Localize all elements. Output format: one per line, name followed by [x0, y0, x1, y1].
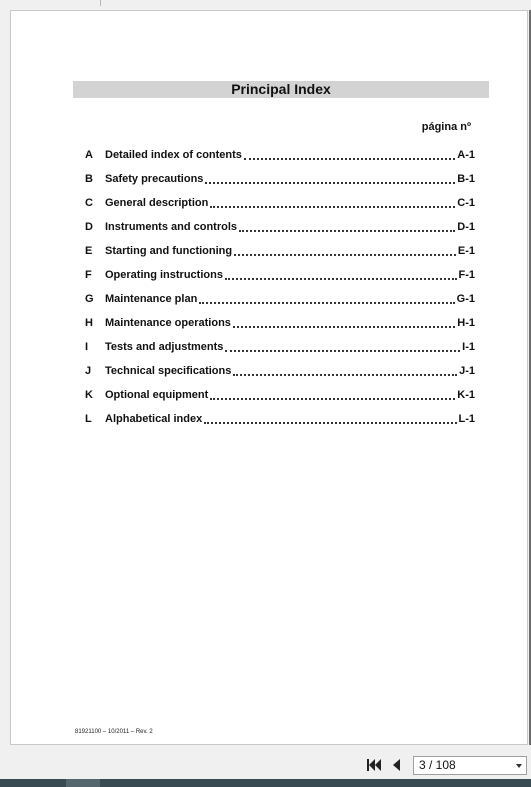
toc-title: Maintenance plan [105, 293, 198, 305]
toc-letter: J [85, 365, 92, 377]
toc-page: J-1 [459, 365, 475, 377]
toc-page: B-1 [457, 173, 475, 185]
toc-page: C-1 [457, 197, 475, 209]
page-number-column-label: página nº [421, 121, 471, 133]
toc-leader [225, 278, 457, 280]
toc-letter: D [85, 221, 93, 233]
toc-letter: K [85, 389, 93, 401]
toc-letter: E [85, 245, 93, 257]
previous-page-icon[interactable] [390, 758, 402, 772]
title-bar [73, 81, 489, 98]
toc-title: Alphabetical index [105, 413, 203, 425]
toc-title: Safety precautions [105, 173, 204, 185]
toc-title: Starting and functioning [105, 245, 233, 257]
page-navigation-bar [0, 752, 531, 778]
toc-row [85, 311, 475, 335]
toc-leader [210, 398, 455, 400]
toc-page: K-1 [457, 389, 475, 401]
toc-letter: H [85, 317, 93, 329]
taskbar-segment [66, 779, 100, 787]
toc-row [85, 239, 475, 263]
toc-leader [239, 230, 455, 232]
toc-leader [204, 422, 456, 424]
toc-title: Operating instructions [105, 269, 223, 281]
toc-letter: G [85, 293, 94, 305]
toc-row [85, 359, 475, 383]
toc-page: G-1 [456, 293, 475, 305]
toc-letter: C [85, 197, 93, 209]
first-page-icon[interactable] [366, 758, 382, 772]
toc-page: L-1 [458, 413, 475, 425]
page-indicator: 3 / 108 [419, 758, 456, 772]
toc-row [85, 407, 475, 431]
toc-page: H-1 [457, 317, 475, 329]
table-of-contents [85, 143, 475, 431]
chevron-down-icon [515, 757, 523, 774]
page-selector[interactable] [413, 756, 527, 775]
toc-row [85, 143, 475, 167]
toc-letter: F [85, 269, 92, 281]
toc-letter: L [85, 413, 92, 425]
document-footer-code: 81921100 – 10/2011 – Rev. 2 [75, 729, 153, 735]
toc-letter: A [85, 149, 93, 161]
toc-row [85, 215, 475, 239]
toc-letter: I [85, 341, 89, 353]
toc-leader [210, 206, 455, 208]
bottom-taskbar [0, 779, 531, 787]
toolbar-separator [100, 0, 101, 6]
document-page [10, 10, 528, 745]
toc-page: F-1 [458, 269, 475, 281]
toc-row [85, 263, 475, 287]
toc-title: Tests and adjustments [105, 341, 224, 353]
toc-row [85, 335, 475, 359]
toc-title: General description [105, 197, 209, 209]
toc-row [85, 383, 475, 407]
toc-row [85, 191, 475, 215]
toc-title: Detailed index of contents [105, 149, 242, 161]
toc-letter: B [85, 173, 93, 185]
toc-leader [233, 326, 455, 328]
toc-row [85, 167, 475, 191]
toc-title: Technical specifications [105, 365, 232, 377]
toc-leader [225, 350, 460, 352]
toc-leader [199, 302, 454, 304]
toc-title: Maintenance operations [105, 317, 231, 329]
toc-page: D-1 [457, 221, 475, 233]
toc-page: E-1 [457, 245, 475, 257]
toc-title: Instruments and controls [105, 221, 238, 233]
page-title: Principal Index [231, 81, 331, 97]
toc-leader [205, 182, 455, 184]
toc-leader [233, 374, 457, 376]
toc-row [85, 287, 475, 311]
toc-page: A-1 [457, 149, 475, 161]
toc-page: I-1 [462, 341, 475, 353]
toc-leader [234, 254, 456, 256]
toc-title: Optional equipment [105, 389, 209, 401]
toc-leader [244, 158, 455, 160]
